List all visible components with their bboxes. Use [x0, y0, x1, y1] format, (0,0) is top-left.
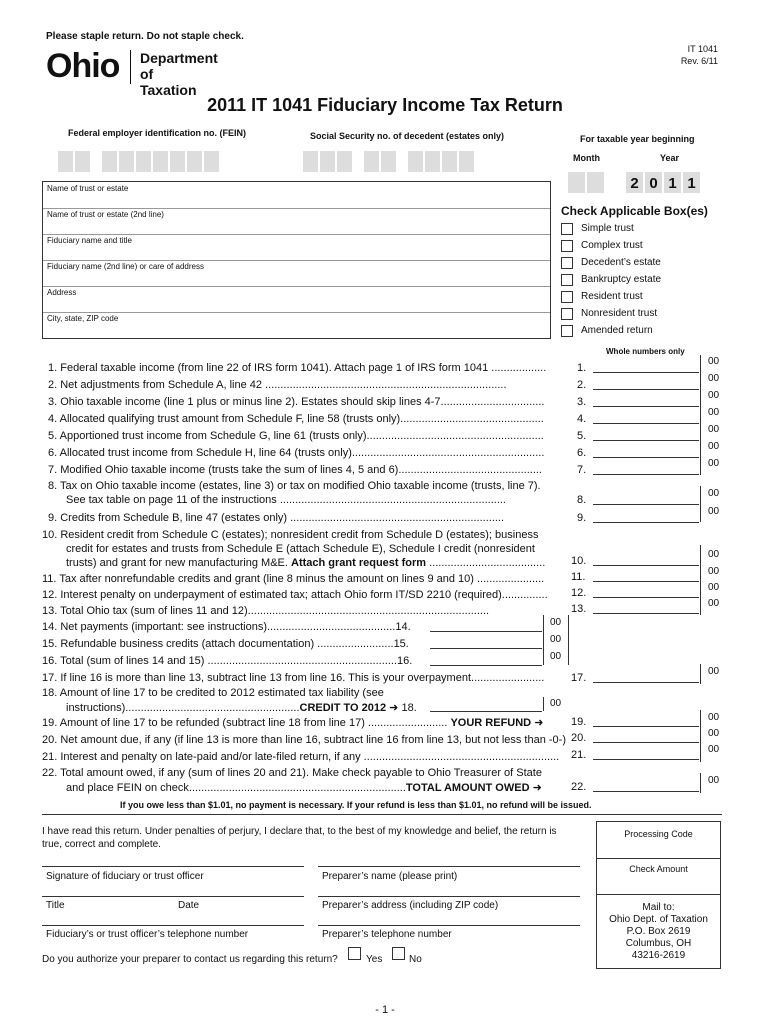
line-16-text: 16. Total (sum of lines 14 and 15) ..............................................................16. — [42, 655, 413, 667]
field-label: Name of trust or estate — [47, 184, 129, 193]
checkbox[interactable] — [561, 223, 573, 235]
title-date-line[interactable] — [42, 896, 304, 897]
your-refund-label: YOUR REFUND — [450, 717, 532, 729]
checkbox-label: Nonresident trust — [581, 308, 658, 319]
line-1-amount[interactable] — [593, 372, 699, 373]
line-11-cents: 00 — [708, 566, 720, 577]
line-10-text-3 — [66, 557, 545, 569]
year-digit: 1 — [663, 171, 682, 194]
line-2-text: 2. Net adjustments from Schedule A, line 42 ............................................................................... — [48, 379, 507, 391]
field-label: Fiduciary name (2nd line) or care of address — [47, 262, 204, 271]
fiduciary-name-field[interactable] — [43, 234, 550, 261]
line-20-number: 20. — [571, 732, 587, 744]
line-18-amount[interactable] — [430, 711, 542, 712]
signature-label: Signature of fiduciary or trust officer — [46, 871, 204, 882]
line-20-text: 20. Net amount due, if any (if line 13 is more than line 16, subtract line 16 from line 13, but not less than -0-) — [42, 734, 567, 746]
line-3-cents: 00 — [708, 390, 720, 401]
whole-numbers-note: Whole numbers only — [606, 347, 685, 356]
line-12-amount[interactable] — [593, 597, 699, 598]
line-8-text-2: See tax table on page 11 of the instructions .......................................................................... — [66, 494, 506, 506]
line-4-number: 4. — [577, 413, 587, 425]
line-20-amount[interactable] — [593, 742, 699, 743]
line-21-cents: 00 — [708, 744, 720, 755]
line-3-number: 3. — [577, 396, 587, 408]
line-20-cents: 00 — [708, 728, 720, 739]
yes-label: Yes — [366, 954, 383, 965]
line-18-text-2 — [66, 701, 417, 714]
preparer-address-label: Preparer’s address (including ZIP code) — [322, 900, 499, 911]
line-13-amount[interactable] — [593, 613, 699, 614]
line-16-amount[interactable] — [430, 665, 542, 666]
cents-divider — [700, 486, 702, 522]
line-3-text: 3. Ohio taxable income (line 1 plus or minus line 2). Estates should skip lines 4-7.................................. — [48, 396, 545, 408]
line-16-cents: 00 — [550, 651, 562, 662]
line-13-cents: 00 — [708, 598, 720, 609]
line-10-text-3b: Attach grant request form — [291, 557, 427, 569]
line-22-text: 22. Total amount owed, if any (sum of lines 20 and 21). Make check payable to Ohio Treasurer of State — [42, 767, 542, 779]
mail-line: Columbus, OH — [625, 938, 692, 949]
ssn-dash — [353, 150, 363, 173]
processing-divider — [597, 858, 720, 859]
line-10-text-3a: trusts) and grant for new manufacturing M&E. — [66, 557, 288, 569]
line-8-text: 8. Tax on Ohio taxable income (estates, line 3) or tax on modified Ohio taxable income (trusts, line 7). — [48, 480, 541, 492]
line-5-text: 5. Apportioned trust income from Schedule G, line 61 (trusts only).......................................................... — [48, 430, 544, 442]
line-22-text-2 — [66, 781, 542, 794]
line-19-amount[interactable] — [593, 726, 699, 727]
date-label: Date — [178, 900, 200, 911]
line-19-cents: 00 — [708, 712, 720, 723]
authorize-no-checkbox[interactable] — [392, 947, 405, 960]
payment-note: If you owe less than $1.01, no payment is necessary. If your refund is less than $1.01, no refund will be issued. — [120, 800, 592, 810]
fein-dash — [91, 150, 101, 173]
mail-line: 43216-2619 — [631, 950, 686, 961]
line-1-cents: 00 — [708, 356, 720, 367]
checkbox[interactable] — [561, 257, 573, 269]
field-label: City, state, ZIP code — [47, 314, 119, 323]
ssn-digit[interactable] — [319, 150, 336, 173]
checkbox[interactable] — [561, 325, 573, 337]
cents-divider — [700, 710, 702, 762]
authorize-yes-checkbox[interactable] — [348, 947, 361, 960]
line-7-cents: 00 — [708, 458, 720, 469]
form-id — [681, 43, 718, 67]
ssn-digit[interactable] — [363, 150, 380, 173]
line-7-text: 7. Modified Ohio taxable income (trusts take the sum of lines 4, 5 and 6)............................................... — [48, 464, 542, 476]
phone-label: Fiduciary’s or trust officer’s telephone number — [46, 929, 249, 940]
checkbox[interactable] — [561, 240, 573, 252]
fein-digit[interactable] — [74, 150, 91, 173]
processing-code-label: Processing Code — [624, 829, 693, 839]
fein-digit[interactable] — [57, 150, 74, 173]
line-6-number: 6. — [577, 447, 587, 459]
line-9-text: 9. Credits from Schedule B, line 47 (estates only) ...................................................................... — [48, 512, 505, 524]
fein-digit[interactable] — [203, 150, 220, 173]
no-label: No — [409, 954, 422, 965]
line-8-cents: 00 — [708, 488, 720, 499]
check-amount-label: Check Amount — [629, 864, 688, 874]
line-10-cents: 00 — [708, 549, 720, 560]
line-11-amount[interactable] — [593, 581, 699, 582]
preparer-name-line[interactable] — [318, 866, 580, 867]
line-3-amount[interactable] — [593, 406, 699, 407]
line-8-number: 8. — [577, 494, 587, 506]
line-5-cents: 00 — [708, 424, 720, 435]
line-10-amount[interactable] — [593, 565, 699, 566]
year-digit: 1 — [682, 171, 701, 194]
fein-digit[interactable] — [101, 150, 118, 173]
dept-line-2: Taxation — [140, 82, 197, 98]
cents-divider — [700, 773, 702, 793]
line-1-text: 1. Federal taxable income (from line 22 of IRS form 1041). Attach page 1 of IRS form 1041 .................. — [48, 362, 547, 374]
preparer-phone-label: Preparer’s telephone number — [322, 929, 452, 940]
title-label: Title — [46, 900, 65, 911]
fein-input[interactable] — [57, 150, 220, 173]
line-13-number: 13. — [571, 603, 587, 615]
declaration-text: I have read this return. Under penalties of perjury, I declare that, to the best of my knowledge and belief, the return is true, correct and complete. — [42, 826, 557, 850]
arrow-icon: ➜ — [534, 717, 544, 729]
checkbox-label: Bankruptcy estate — [581, 274, 662, 285]
line-9-cents: 00 — [708, 506, 720, 517]
checkbox-label: Simple trust — [581, 223, 634, 234]
fein-digit[interactable] — [169, 150, 186, 173]
authorize-question: Do you authorize your preparer to contact us regarding this return? — [42, 954, 338, 965]
inner-cents-box — [543, 615, 569, 665]
fiduciary-name-2-field[interactable] — [43, 260, 550, 287]
phone-line[interactable] — [42, 925, 304, 926]
checkbox[interactable] — [561, 291, 573, 303]
line-2-cents: 00 — [708, 373, 720, 384]
line-11-text: 11. Tax after nonrefundable credits and grant (line 8 minus the amount on lines 9 and 10) ...................... — [42, 573, 545, 585]
city-state-zip-field[interactable] — [43, 312, 550, 338]
checkbox[interactable] — [561, 308, 573, 320]
field-label: Fiduciary name and title — [47, 236, 132, 245]
month-digit[interactable] — [567, 171, 586, 194]
arrow-icon: ➜ — [389, 702, 399, 714]
mail-to-address — [597, 902, 720, 962]
month-digit[interactable] — [586, 171, 605, 194]
line-11-number: 11. — [571, 571, 586, 583]
line-22-text-2a: and place FEIN on check....................................................................... — [66, 782, 406, 794]
line-4-text: 4. Allocated qualifying trust amount from Schedule F, line 58 (trusts only)............................................... — [48, 413, 544, 425]
checkbox-label: Amended return — [581, 325, 653, 336]
line-14-text: 14. Net payments (important: see instructions)..........................................14. — [42, 621, 411, 633]
line-18-cents: 00 — [550, 698, 562, 709]
line-2-number: 2. — [577, 379, 587, 391]
processing-divider — [597, 894, 720, 895]
mail-line: Ohio Dept. of Taxation — [609, 914, 708, 925]
line-7-number: 7. — [577, 464, 587, 476]
line-21-number: 21. — [571, 749, 587, 761]
line-10-number: 10. — [571, 555, 587, 567]
ssn-digit[interactable] — [302, 150, 319, 173]
year-digit: 0 — [644, 171, 663, 194]
form-number: IT 1041 — [687, 44, 718, 54]
preparer-phone-line[interactable] — [318, 925, 580, 926]
signature-line[interactable] — [42, 866, 304, 867]
ssn-label: Social Security no. of decedent (estates only) — [310, 131, 505, 141]
checkbox-label: Decedent’s estate — [581, 257, 661, 268]
line-6-text: 6. Allocated trust income from Schedule H, line 64 (trusts only)............................................................... — [48, 447, 545, 459]
line-2-amount[interactable] — [593, 389, 699, 390]
checkbox-label: Complex trust — [581, 240, 643, 251]
line-19-text-a: 19. Amount of line 17 to be refunded (subtract line 18 from line 17) .......................... — [42, 717, 448, 729]
line-15-amount[interactable] — [430, 648, 542, 649]
logo-divider — [130, 50, 131, 84]
taxable-year-label: For taxable year beginning — [580, 134, 695, 144]
line-17-text: 17. If line 16 is more than line 13, subtract line 13 from line 16. This is your overpayment........................ — [42, 672, 545, 684]
fein-digit[interactable] — [186, 150, 203, 173]
ssn-digit[interactable] — [380, 150, 397, 173]
field-label: Name of trust or estate (2nd line) — [47, 210, 164, 219]
line-9-amount[interactable] — [593, 522, 699, 523]
line-18-text: 18. Amount of line 17 to be credited to 2012 estimated tax liability (see — [42, 687, 384, 699]
checkbox-label: Resident trust — [581, 291, 643, 302]
ssn-input[interactable] — [302, 150, 475, 173]
check-box-heading: Check Applicable Box(es) — [561, 204, 708, 218]
preparer-address-line[interactable] — [318, 896, 580, 897]
line-7-amount[interactable] — [593, 474, 699, 475]
fein-digit[interactable] — [135, 150, 152, 173]
year-digit: 2 — [625, 171, 644, 194]
total-owed-label: TOTAL AMOUNT OWED — [405, 782, 530, 794]
mail-line: Mail to: — [642, 902, 675, 913]
line-6-amount[interactable] — [593, 457, 699, 458]
month-label: Month — [573, 153, 600, 163]
month-input[interactable] — [567, 171, 605, 194]
line-17-cents: 00 — [708, 666, 720, 677]
inner-cents-divider — [543, 697, 545, 711]
form-revision: Rev. 6/11 — [680, 56, 718, 66]
processing-box — [596, 821, 721, 969]
arrow-icon: ➜ — [532, 782, 542, 794]
line-13-text: 13. Total Ohio tax (sum of lines 11 and 12)............................................................................... — [42, 605, 490, 617]
dept-line-1: Department of — [140, 50, 218, 82]
line-12-number: 12. — [571, 587, 587, 599]
checkbox[interactable] — [561, 274, 573, 286]
line-1-number: 1. — [577, 362, 587, 374]
ssn-digit[interactable] — [458, 150, 475, 173]
ssn-dash — [397, 150, 407, 173]
line-19-text — [42, 716, 543, 729]
line-10-text-2: credit for estates and trusts from Schedule E (attach Schedule E), Schedule I credit (nonresident — [66, 543, 535, 555]
line-22-cents: 00 — [708, 775, 720, 786]
cents-divider — [700, 545, 702, 615]
line-6-cents: 00 — [708, 441, 720, 452]
page-number: - 1 - — [375, 1004, 395, 1016]
ssn-digit[interactable] — [424, 150, 441, 173]
line-22-number: 22. — [571, 781, 587, 793]
line-21-text: 21. Interest and penalty on late-paid and/or late-filed return, if any ................................................................ — [42, 751, 560, 763]
ohio-logo-text: Ohio — [46, 47, 120, 85]
fein-digit[interactable] — [152, 150, 169, 173]
section-divider — [42, 814, 722, 815]
year-label: Year — [660, 153, 680, 163]
ssn-digit[interactable] — [441, 150, 458, 173]
line-5-number: 5. — [577, 430, 587, 442]
line-10-text: 10. Resident credit from Schedule C (estates); nonresident credit from Schedule D (estates); business — [42, 529, 539, 541]
ssn-digit[interactable] — [336, 150, 353, 173]
fein-label: Federal employer identification no. (FEIN) — [68, 128, 247, 138]
line-5-amount[interactable] — [593, 440, 699, 441]
preparer-name-label: Preparer’s name (please print) — [322, 871, 458, 882]
line-12-cents: 00 — [708, 582, 720, 593]
line-9-number: 9. — [577, 512, 587, 524]
year-input[interactable] — [625, 171, 701, 194]
line-17-number: 17. — [571, 672, 587, 684]
fein-digit[interactable] — [118, 150, 135, 173]
line-12-text: 12. Interest penalty on underpayment of estimated tax; attach Ohio form IT/SD 2210 (required)............... — [42, 589, 548, 601]
line-15-text: 15. Refundable business credits (attach documentation) .........................15. — [42, 638, 409, 650]
line-22-amount[interactable] — [593, 791, 699, 792]
page-title: 2011 IT 1041 Fiduciary Income Tax Return — [207, 95, 563, 115]
trust-name-field[interactable] — [43, 182, 550, 209]
ssn-digit[interactable] — [407, 150, 424, 173]
line-15-cents: 00 — [550, 634, 562, 645]
line-18-credit-label: CREDIT TO 2012 — [299, 702, 387, 714]
name-address-block — [42, 181, 551, 339]
line-18-number: 18. — [401, 702, 417, 714]
line-14-cents: 00 — [550, 617, 562, 628]
line-21-amount[interactable] — [593, 759, 699, 760]
line-10-text-3c: ...................................... — [429, 557, 546, 569]
line-4-cents: 00 — [708, 407, 720, 418]
department-name — [140, 50, 218, 98]
staple-note: Please staple return. Do not staple check. — [46, 31, 244, 42]
address-field[interactable] — [43, 286, 550, 313]
line-18-text-2a: instructions)......................................................... — [66, 702, 300, 714]
line-14-amount[interactable] — [430, 631, 542, 632]
field-label: Address — [47, 288, 77, 297]
cents-divider — [700, 664, 702, 684]
line-8-amount[interactable] — [593, 504, 699, 505]
mail-line: P.O. Box 2619 — [626, 926, 691, 937]
trust-name-2-field[interactable] — [43, 208, 550, 235]
line-17-amount[interactable] — [593, 682, 699, 683]
line-4-amount[interactable] — [593, 423, 699, 424]
line-19-number: 19. — [571, 716, 587, 728]
